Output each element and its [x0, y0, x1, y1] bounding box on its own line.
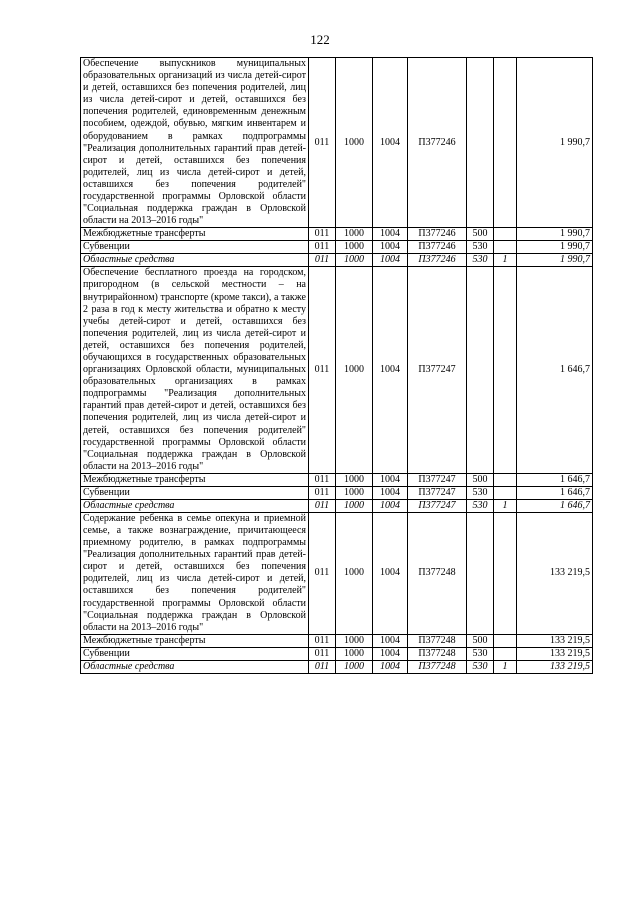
expense-type-code	[467, 512, 494, 634]
ministry-code: 011	[309, 241, 336, 254]
amount: 133 219,5	[517, 512, 593, 634]
subsection-code: 1004	[373, 486, 408, 499]
table-row	[81, 254, 593, 267]
budget-table	[80, 57, 593, 674]
section-code: 1000	[336, 58, 373, 228]
subsection-code: 1004	[373, 634, 408, 647]
row-description: Областные средства	[81, 499, 309, 512]
ministry-code: 011	[309, 58, 336, 228]
target-article-code: П377247	[408, 499, 467, 512]
expense-type-code: 530	[467, 660, 494, 673]
section-code: 1000	[336, 499, 373, 512]
amount: 133 219,5	[517, 634, 593, 647]
ministry-code: 011	[309, 660, 336, 673]
amount: 1 646,7	[517, 486, 593, 499]
subsection-code: 1004	[373, 241, 408, 254]
section-code: 1000	[336, 241, 373, 254]
funding-source-code	[494, 486, 517, 499]
expense-type-code: 500	[467, 228, 494, 241]
subsection-code: 1004	[373, 254, 408, 267]
section-code: 1000	[336, 228, 373, 241]
expense-type-code: 530	[467, 486, 494, 499]
target-article-code: П377246	[408, 228, 467, 241]
target-article-code: П377248	[408, 660, 467, 673]
row-description: Обеспечение выпускников муниципальных образовательных организаций из числа детей-сирот и детей, оставшихся без попечения родителей, лиц из числа детей-сирот и детей, оставшихся без попечения родителей, единовременным денежным пособием, одеждой, обувью, мягким инвентарем и оборудованием в рамках подпрограммы "Реализация дополнительных гарантий прав детей-сирот и детей, оставшихся без попечения родителей, лиц из числа детей-сирот и детей, оставшихся без попечения родителей" государственной программы Орловской области "Социальная поддержка граждан в Орловской области на 2013–2016 годы"	[81, 58, 309, 228]
section-code: 1000	[336, 512, 373, 634]
expense-type-code: 530	[467, 254, 494, 267]
target-article-code: П377246	[408, 58, 467, 228]
table-row	[81, 241, 593, 254]
funding-source-code	[494, 512, 517, 634]
amount: 1 646,7	[517, 473, 593, 486]
table-row	[81, 267, 593, 474]
section-code: 1000	[336, 647, 373, 660]
expense-type-code	[467, 267, 494, 474]
expense-type-code: 530	[467, 241, 494, 254]
expense-type-code: 500	[467, 473, 494, 486]
target-article-code: П377248	[408, 647, 467, 660]
section-code: 1000	[336, 634, 373, 647]
subsection-code: 1004	[373, 473, 408, 486]
table-row	[81, 634, 593, 647]
table-row	[81, 486, 593, 499]
section-code: 1000	[336, 473, 373, 486]
table-row	[81, 660, 593, 673]
subsection-code: 1004	[373, 267, 408, 474]
target-article-code: П377246	[408, 241, 467, 254]
subsection-code: 1004	[373, 512, 408, 634]
row-description: Межбюджетные трансферты	[81, 228, 309, 241]
ministry-code: 011	[309, 634, 336, 647]
target-article-code: П377247	[408, 486, 467, 499]
row-description: Обеспечение бесплатного проезда на городском, пригородном (в сельской местности – на внутрирайонном) транспорте (кроме такси), а также 2 раза в год к месту жительства и обратно к месту учебы детей-сирот и детей, оставшихся без попечения родителей, лиц из числа детей-сирот и детей, оставшихся без попечения родителей, обучающихся в государственных образовательных организациях Орловской области, муниципальных образовательных организациях в рамках подпрограммы "Реализация дополнительных гарантий прав детей-сирот и детей, оставшихся без попечения родителей, лиц из числа детей-сирот и детей, оставшихся без попечения родителей" государственной программы Орловской области "Социальная поддержка граждан в Орловской области на 2013–2016 годы"	[81, 267, 309, 474]
expense-type-code: 530	[467, 647, 494, 660]
funding-source-code	[494, 473, 517, 486]
row-description: Межбюджетные трансферты	[81, 634, 309, 647]
row-description: Содержание ребенка в семье опекуна и приемной семье, а также вознаграждение, причитающееся приемному родителю, в рамках подпрограммы "Реализация дополнительных гарантий прав детей-сирот и детей, оставшихся без попечения родителей, лиц из числа детей-сирот и детей, оставшихся без попечения родителей" государственной программы Орловской области "Социальная поддержка граждан в Орловской области на 2013–2016 годы"	[81, 512, 309, 634]
subsection-code: 1004	[373, 660, 408, 673]
row-description: Субвенции	[81, 647, 309, 660]
row-description: Областные средства	[81, 660, 309, 673]
row-description: Субвенции	[81, 486, 309, 499]
subsection-code: 1004	[373, 58, 408, 228]
target-article-code: П377246	[408, 254, 467, 267]
section-code: 1000	[336, 486, 373, 499]
target-article-code: П377247	[408, 473, 467, 486]
table-row	[81, 473, 593, 486]
row-description: Областные средства	[81, 254, 309, 267]
table-row	[81, 58, 593, 228]
table-row	[81, 647, 593, 660]
subsection-code: 1004	[373, 499, 408, 512]
table-row	[81, 512, 593, 634]
row-description: Субвенции	[81, 241, 309, 254]
expense-type-code	[467, 58, 494, 228]
funding-source-code: 1	[494, 254, 517, 267]
table-row	[81, 499, 593, 512]
page-number: 122	[310, 32, 330, 47]
ministry-code: 011	[309, 267, 336, 474]
target-article-code: П377248	[408, 634, 467, 647]
table-row	[81, 228, 593, 241]
amount: 1 646,7	[517, 499, 593, 512]
section-code: 1000	[336, 660, 373, 673]
funding-source-code	[494, 634, 517, 647]
funding-source-code: 1	[494, 660, 517, 673]
target-article-code: П377248	[408, 512, 467, 634]
amount: 133 219,5	[517, 647, 593, 660]
amount: 133 219,5	[517, 660, 593, 673]
ministry-code: 011	[309, 499, 336, 512]
ministry-code: 011	[309, 228, 336, 241]
subsection-code: 1004	[373, 228, 408, 241]
amount: 1 990,7	[517, 228, 593, 241]
amount: 1 990,7	[517, 254, 593, 267]
funding-source-code	[494, 58, 517, 228]
ministry-code: 011	[309, 486, 336, 499]
funding-source-code	[494, 228, 517, 241]
amount: 1 990,7	[517, 58, 593, 228]
funding-source-code	[494, 647, 517, 660]
expense-type-code: 500	[467, 634, 494, 647]
ministry-code: 011	[309, 254, 336, 267]
ministry-code: 011	[309, 473, 336, 486]
row-description: Межбюджетные трансферты	[81, 473, 309, 486]
expense-type-code: 530	[467, 499, 494, 512]
amount: 1 990,7	[517, 241, 593, 254]
section-code: 1000	[336, 267, 373, 474]
section-code: 1000	[336, 254, 373, 267]
funding-source-code	[494, 241, 517, 254]
funding-source-code	[494, 267, 517, 474]
amount: 1 646,7	[517, 267, 593, 474]
subsection-code: 1004	[373, 647, 408, 660]
ministry-code: 011	[309, 512, 336, 634]
target-article-code: П377247	[408, 267, 467, 474]
ministry-code: 011	[309, 647, 336, 660]
funding-source-code: 1	[494, 499, 517, 512]
